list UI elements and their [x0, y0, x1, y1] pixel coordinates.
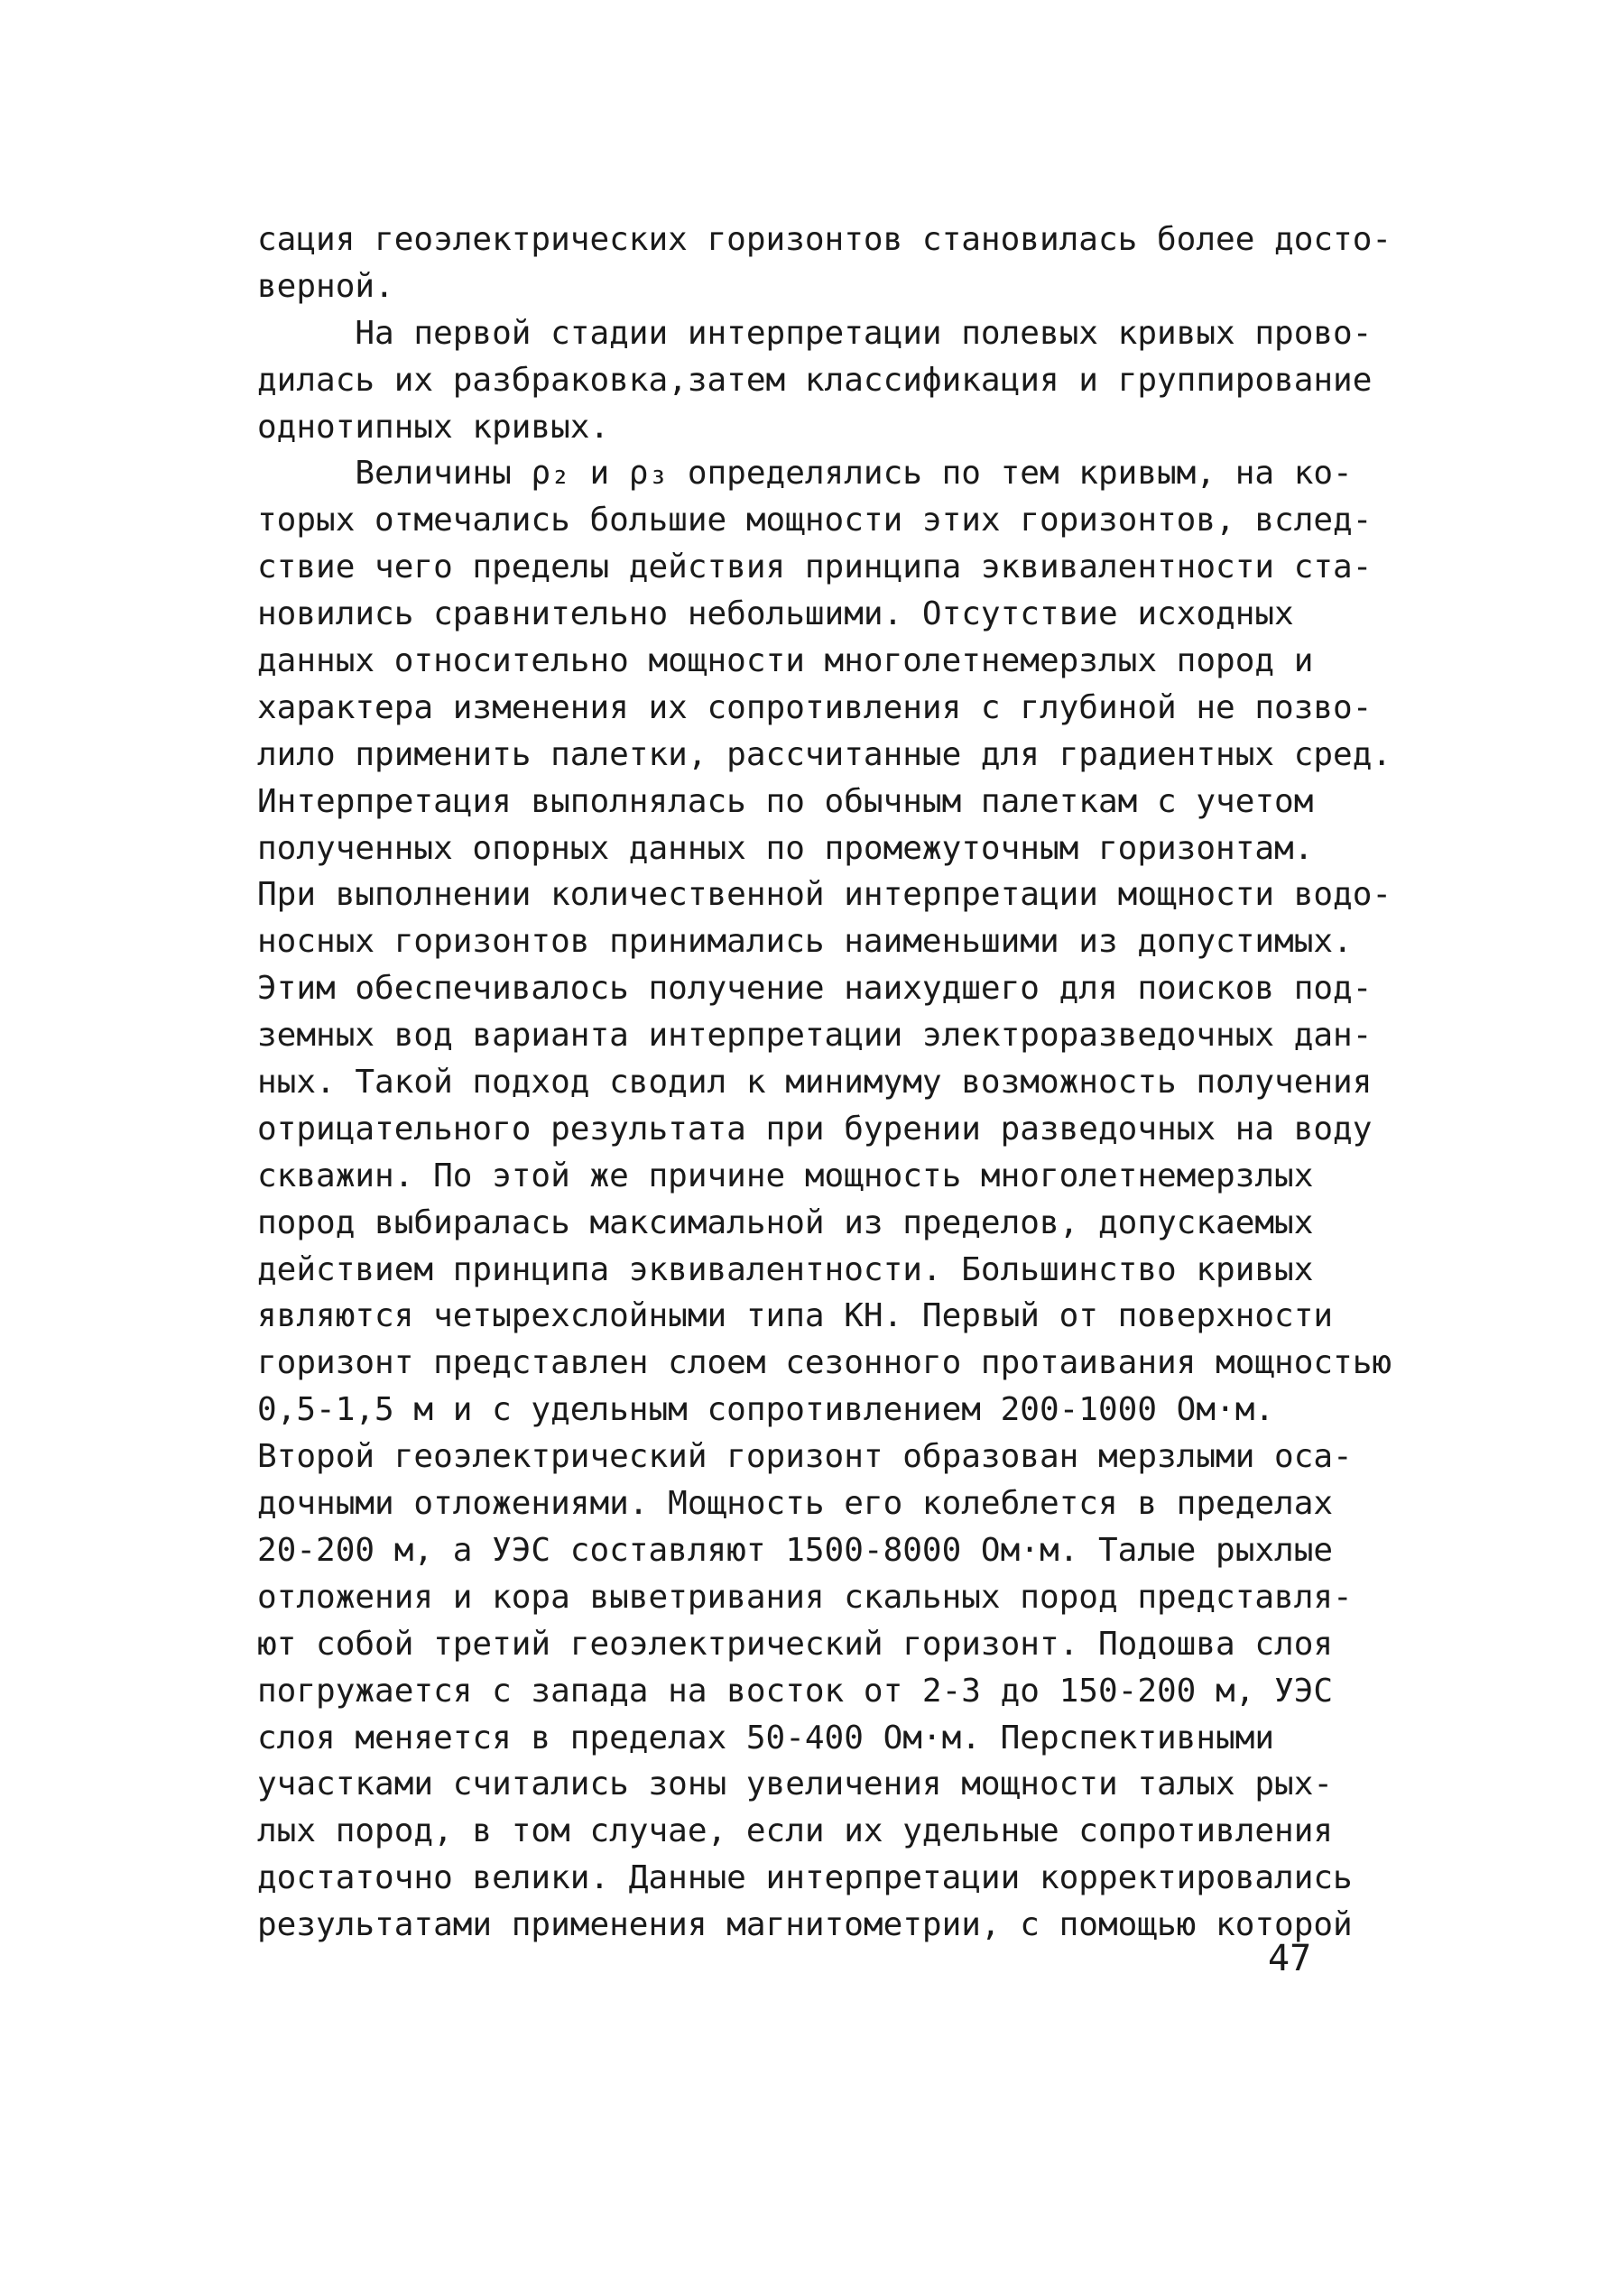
text-line: земных вод варианта интерпретации электроразведочных дан-	[257, 1017, 1373, 1055]
text-line: Этим обеспечивалось получение наихудшего для поисков под-	[257, 970, 1373, 1008]
text-line: ствие чего пределы действия принципа эквивалентности ста-	[257, 549, 1373, 586]
text-line: пород выбиралась максимальной из пределов, допускаемых	[257, 1203, 1314, 1241]
text-line: новились сравнительно небольшими. Отсутствие исходных	[257, 595, 1294, 633]
text-line: участками считались зоны увеличения мощности талых рых-	[257, 1766, 1334, 1803]
text-line: При выполнении количественной интерпретации мощности водо-	[257, 876, 1392, 914]
text-line: лых пород, в том случае, если их удельные сопротивления	[257, 1812, 1334, 1850]
text-line: дочными отложениями. Мощность его колеблется в пределах	[257, 1485, 1334, 1523]
text-line: горизонт представлен слоем сезонного протаивания мощностью	[257, 1344, 1392, 1382]
text-line: действием принципа эквивалентности. Большинство кривых	[257, 1250, 1314, 1288]
text-line: носных горизонтов принимались наименьшими из допустимых.	[257, 923, 1353, 961]
text-line: результатами применения магнитометрии, с помощью которой	[257, 1906, 1353, 1944]
text-line: Интерпретация выполнялась по обычным палеткам с учетом	[257, 782, 1314, 820]
text-line: погружается с запада на восток от 2-3 до 150-200 м, УЭС	[257, 1672, 1334, 1710]
body-text	[257, 217, 1392, 1949]
text-line: сация геоэлектрических горизонтов становилась более досто-	[257, 221, 1392, 258]
text-line: верной.	[257, 267, 394, 305]
text-line: лило применить палетки, рассчитанные для градиентных сред.	[257, 735, 1392, 773]
text-line: однотипных кривых.	[257, 408, 610, 446]
text-line: слоя меняется в пределах 50-400 Ом·м. Перспективными	[257, 1719, 1275, 1757]
text-line: дилась их разбраковка,затем классификация и группирование	[257, 361, 1373, 399]
text-line: являются четырехслойными типа КН. Первый от поверхности	[257, 1297, 1334, 1335]
text-line: ных. Такой подход сводил к минимуму возможность получения	[257, 1064, 1373, 1102]
text-line: отрицательного результата при бурении разведочных на воду	[257, 1110, 1373, 1148]
text-line: 20-200 м, а УЭС составляют 1500-8000 Ом·м. Талые рыхлые	[257, 1531, 1334, 1569]
text-line: отложения и кора выветривания скальных пород представля-	[257, 1578, 1353, 1616]
text-line: скважин. По этой же причине мощность многолетнемерзлых	[257, 1157, 1314, 1194]
text-line: данных относительно мощности многолетнемерзлых пород и	[257, 642, 1314, 680]
text-line: На первой стадии интерпретации полевых кривых прово-	[257, 314, 1373, 352]
page-number: 47	[1268, 1938, 1312, 1979]
text-line: характера изменения их сопротивления с глубиной не позво-	[257, 688, 1373, 726]
text-line: полученных опорных данных по промежуточным горизонтам.	[257, 829, 1314, 867]
text-line: 0,5-1,5 м и с удельным сопротивлением 200-1000 Ом·м.	[257, 1391, 1275, 1429]
text-line: Второй геоэлектрический горизонт образован мерзлыми оса-	[257, 1438, 1353, 1476]
text-line: достаточно велики. Данные интерпретации корректировались	[257, 1859, 1353, 1897]
text-line: ют собой третий геоэлектрический горизонт. Подошва слоя	[257, 1625, 1334, 1663]
text-line: Величины ρ₂ и ρ₃ определялись по тем кривым, на ко-	[257, 455, 1353, 493]
text-line: торых отмечались большие мощности этих горизонтов, вслед-	[257, 502, 1373, 539]
